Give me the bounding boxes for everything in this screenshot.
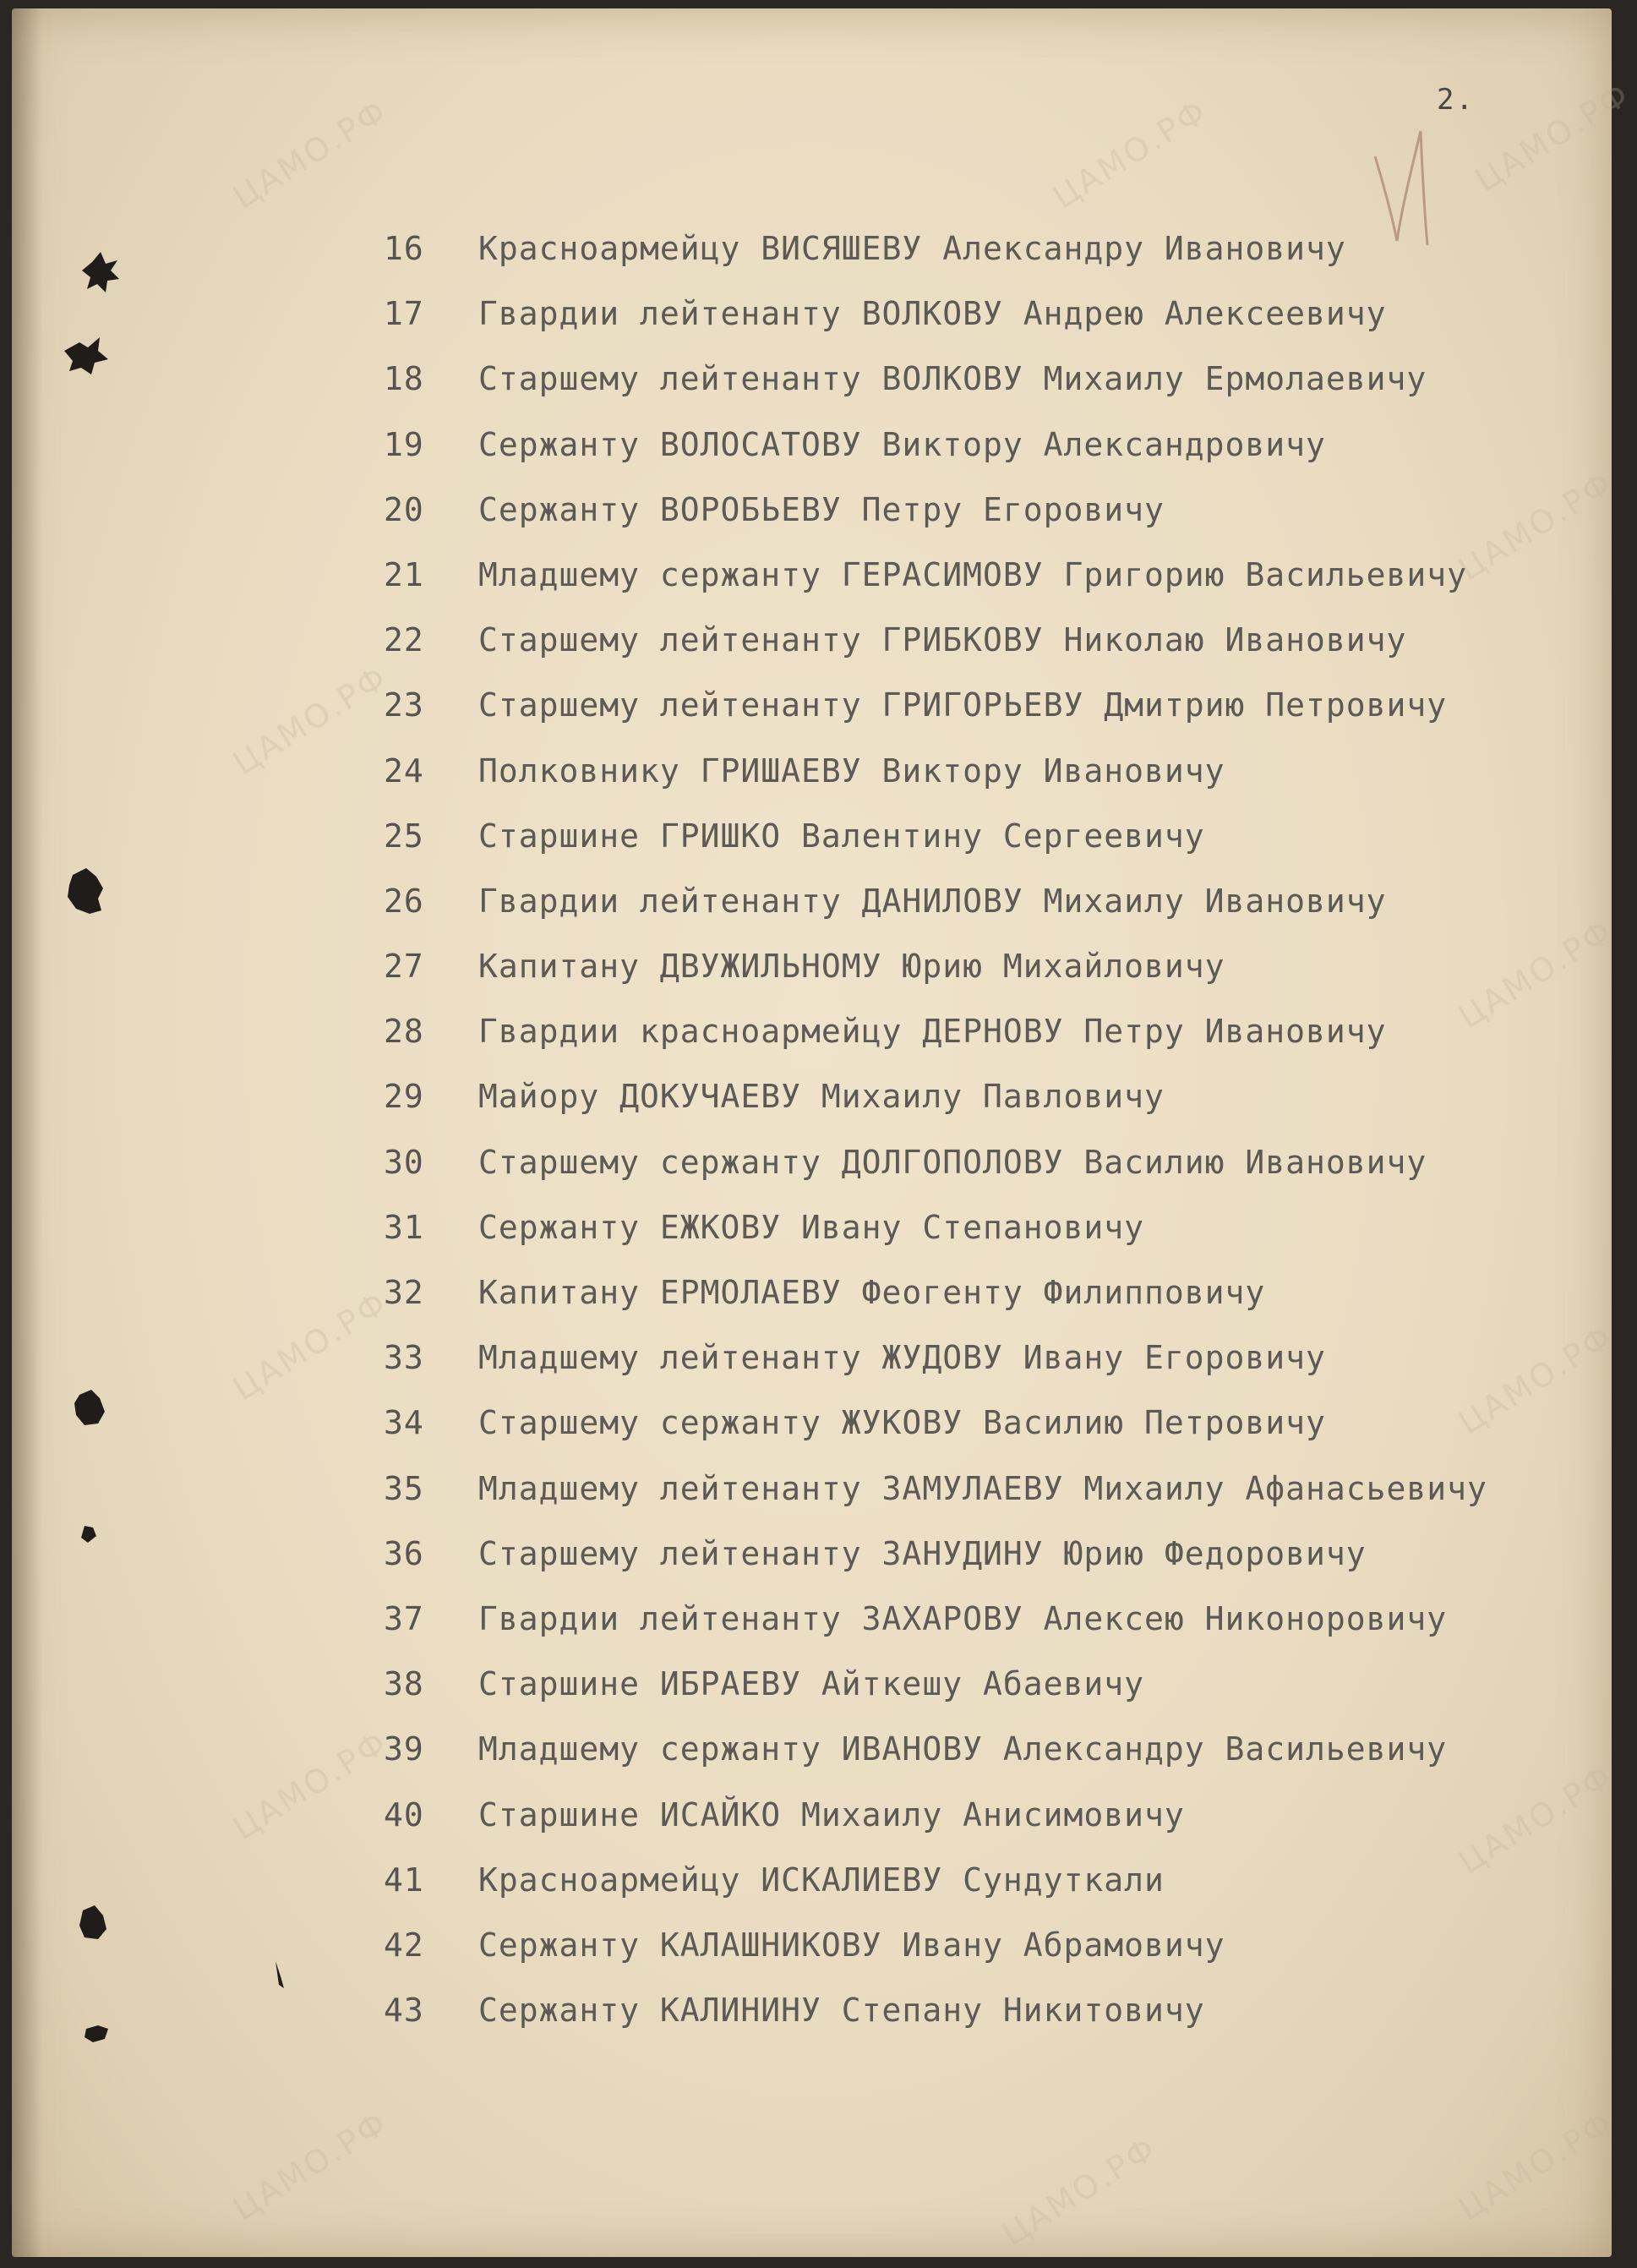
entry-number: 30 bbox=[384, 1143, 424, 1181]
list-item bbox=[384, 686, 1584, 751]
page-number: 2. bbox=[1437, 83, 1475, 117]
hole-icon bbox=[79, 1905, 106, 1939]
entry-number: 27 bbox=[384, 948, 424, 986]
list-item bbox=[384, 1665, 1584, 1730]
binding-holes bbox=[12, 8, 181, 2257]
list-item bbox=[384, 1535, 1584, 1600]
entry-number: 39 bbox=[384, 1730, 424, 1768]
list-item bbox=[384, 883, 1584, 948]
entry-number: 42 bbox=[384, 1926, 424, 1964]
entry-text: Младшему сержанту ГЕРАСИМОВУ Григорию Васильевичу bbox=[478, 555, 1468, 593]
watermark: ЦАМО.РФ bbox=[1452, 911, 1620, 1036]
entry-number: 25 bbox=[384, 817, 424, 855]
watermark: ЦАМО.РФ bbox=[1452, 1757, 1620, 1882]
entry-text: Старшине ГРИШКО Валентину Сергеевичу bbox=[478, 817, 1205, 855]
list-item bbox=[384, 948, 1584, 1013]
hole-icon bbox=[74, 1390, 105, 1425]
list-item bbox=[384, 1013, 1584, 1078]
entry-text: Красноармейцу ИСКАЛИЕВУ Сундуткали bbox=[478, 1861, 1165, 1899]
list-item bbox=[384, 1144, 1584, 1209]
list-item bbox=[384, 1209, 1584, 1274]
entry-number: 37 bbox=[384, 1599, 424, 1637]
entry-text: Младшему лейтенанту ЗАМУЛАЕВУ Михаилу Афанасьевичу bbox=[478, 1469, 1487, 1507]
list-item bbox=[384, 230, 1584, 295]
list-item bbox=[384, 1470, 1584, 1535]
entry-text: Сержанту КАЛАШНИКОВУ Ивану Абрамовичу bbox=[478, 1926, 1225, 1964]
entry-number: 38 bbox=[384, 1665, 424, 1703]
entry-text: Старшему лейтенанту ГРИГОРЬЕВУ Дмитрию Петровичу bbox=[478, 686, 1448, 724]
entry-text: Старшему лейтенанту ГРИБКОВУ Николаю Ивановичу bbox=[478, 621, 1407, 659]
hole-icon bbox=[276, 1961, 284, 1988]
list-item bbox=[384, 491, 1584, 556]
entry-text: Сержанту ЕЖКОВУ Ивану Степановичу bbox=[478, 1208, 1144, 1246]
entry-text: Майору ДОКУЧАЕВУ Михаилу Павловичу bbox=[478, 1078, 1165, 1116]
entry-text: Гвардии лейтенанту ДАНИЛОВУ Михаилу Ивановичу bbox=[478, 882, 1387, 920]
entry-text: Сержанту КАЛИНИНУ Степану Никитовичу bbox=[478, 1992, 1205, 2030]
list-item bbox=[384, 360, 1584, 425]
list-item bbox=[384, 1992, 1584, 2057]
list-item bbox=[384, 1861, 1584, 1926]
watermark: ЦАМО.РФ bbox=[226, 91, 395, 216]
list-item bbox=[384, 1926, 1584, 1992]
entry-number: 19 bbox=[384, 425, 424, 463]
entry-number: 17 bbox=[384, 295, 424, 333]
entry-text: Младшему сержанту ИВАНОВУ Александру Васильевичу bbox=[478, 1730, 1448, 1768]
hole-icon bbox=[64, 337, 108, 374]
list-item bbox=[384, 817, 1584, 883]
list-item bbox=[384, 1796, 1584, 1861]
entry-text: Старшему сержанту ЖУКОВУ Василию Петровичу bbox=[478, 1404, 1326, 1442]
hole-icon bbox=[85, 2025, 108, 2042]
document-page bbox=[12, 8, 1637, 2257]
entry-text: Старшему лейтенанту ЗАНУДИНУ Юрию Федоровичу bbox=[478, 1534, 1367, 1572]
list-item bbox=[384, 1730, 1584, 1795]
watermark: ЦАМО.РФ bbox=[1452, 2103, 1620, 2228]
watermark: ЦАМО.РФ bbox=[226, 1283, 395, 1408]
entry-number: 21 bbox=[384, 555, 424, 593]
list-item bbox=[384, 752, 1584, 817]
watermark: ЦАМО.РФ bbox=[996, 2129, 1164, 2254]
entry-number: 16 bbox=[384, 230, 424, 267]
list-item bbox=[384, 295, 1584, 360]
entry-text: Гвардии лейтенанту ЗАХАРОВУ Алексею Никоноровичу bbox=[478, 1599, 1448, 1637]
list-item bbox=[384, 1404, 1584, 1469]
entry-number: 40 bbox=[384, 1795, 424, 1834]
list-item bbox=[384, 426, 1584, 491]
list-item bbox=[384, 1274, 1584, 1339]
watermark: ЦАМО.РФ bbox=[1046, 91, 1214, 216]
entry-number: 29 bbox=[384, 1078, 424, 1116]
entry-text: Гвардии красноармейцу ДЕРНОВУ Петру Ивановичу bbox=[478, 1013, 1387, 1051]
entry-number: 33 bbox=[384, 1339, 424, 1377]
entry-number: 26 bbox=[384, 882, 424, 920]
entry-number: 34 bbox=[384, 1404, 424, 1442]
entry-number: 35 bbox=[384, 1469, 424, 1507]
entry-number: 43 bbox=[384, 1992, 424, 2030]
entry-text: Полковнику ГРИШАЕВУ Виктору Ивановичу bbox=[478, 751, 1225, 790]
entry-text: Старшине ИСАЙКО Михаилу Анисимовичу bbox=[478, 1795, 1185, 1834]
entry-text: Сержанту ВОРОБЬЕВУ Петру Егоровичу bbox=[478, 490, 1165, 528]
watermark: ЦАМО.РФ bbox=[226, 1723, 395, 1848]
hole-icon bbox=[68, 868, 103, 914]
entry-text: Старшему сержанту ДОЛГОПОЛОВУ Василию Ивановичу bbox=[478, 1143, 1427, 1181]
watermark: ЦАМО.РФ bbox=[1452, 1317, 1620, 1442]
list-item bbox=[384, 621, 1584, 686]
hole-icon bbox=[82, 252, 119, 292]
list-item bbox=[384, 556, 1584, 621]
watermark: ЦАМО.РФ bbox=[226, 2103, 395, 2228]
hole-icon bbox=[81, 1526, 96, 1543]
watermark: ЦАМО.РФ bbox=[226, 658, 395, 783]
award-list bbox=[384, 230, 1584, 2057]
entry-number: 32 bbox=[384, 1274, 424, 1311]
entry-number: 23 bbox=[384, 686, 424, 724]
entry-text: Старшине ИБРАЕВУ Айткешу Абаевичу bbox=[478, 1665, 1144, 1703]
entry-number: 31 bbox=[384, 1208, 424, 1246]
watermark: ЦАМО.РФ bbox=[1469, 74, 1637, 199]
entry-text: Гвардии лейтенанту ВОЛКОВУ Андрею Алексеевичу bbox=[478, 295, 1387, 333]
entry-number: 41 bbox=[384, 1861, 424, 1899]
entry-text: Капитану ДВУЖИЛЬНОМУ Юрию Михайловичу bbox=[478, 948, 1225, 986]
entry-text: Старшему лейтенанту ВОЛКОВУ Михаилу Ермолаевичу bbox=[478, 360, 1427, 398]
entry-text: Красноармейцу ВИСЯШЕВУ Александру Ивановичу bbox=[478, 230, 1346, 267]
list-item bbox=[384, 1339, 1584, 1404]
entry-text: Младшему лейтенанту ЖУДОВУ Ивану Егоровичу bbox=[478, 1339, 1326, 1377]
entry-number: 24 bbox=[384, 751, 424, 790]
list-item bbox=[384, 1078, 1584, 1143]
watermark: ЦАМО.РФ bbox=[1452, 463, 1620, 588]
entry-number: 22 bbox=[384, 621, 424, 659]
list-item bbox=[384, 1600, 1584, 1665]
entry-text: Сержанту ВОЛОСАТОВУ Виктору Александровичу bbox=[478, 425, 1326, 463]
entry-number: 36 bbox=[384, 1534, 424, 1572]
entry-number: 20 bbox=[384, 490, 424, 528]
entry-number: 18 bbox=[384, 360, 424, 398]
entry-number: 28 bbox=[384, 1013, 424, 1051]
entry-text: Капитану ЕРМОЛАЕВУ Феогенту Филипповичу bbox=[478, 1274, 1266, 1311]
